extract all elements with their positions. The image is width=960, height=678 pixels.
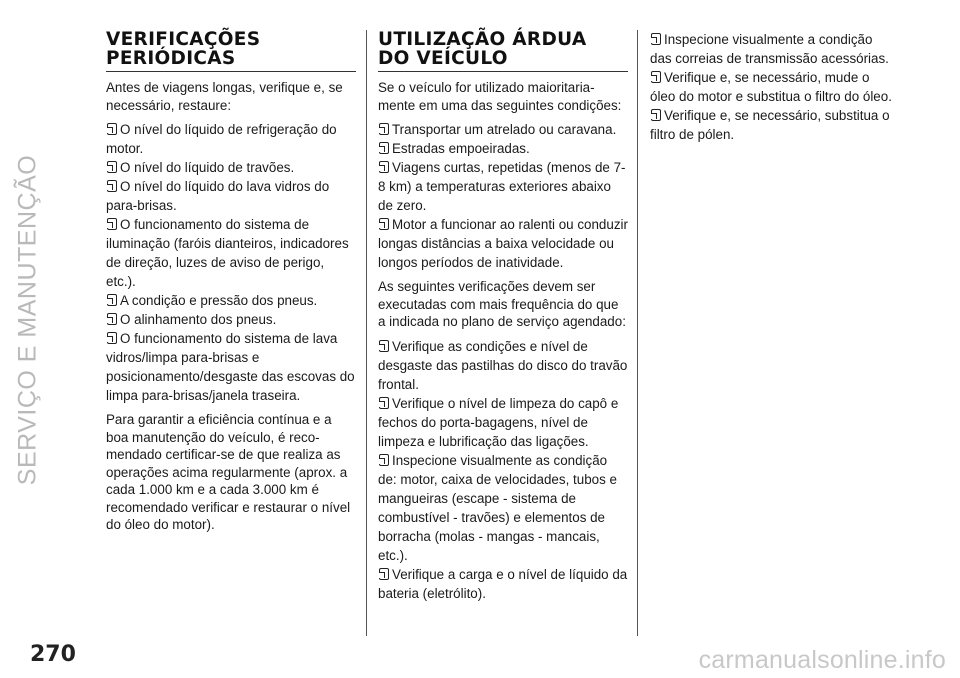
checkbox-bullet-icon — [379, 218, 389, 230]
list-item — [106, 329, 356, 405]
checkbox-bullet-icon — [107, 161, 117, 173]
checkbox-bullet-icon — [379, 454, 389, 466]
checkbox-bullet-icon — [651, 71, 661, 83]
list-item-text: Verifique e, se necessário, substitua o filtro de pólen. — [650, 108, 890, 142]
list-item-text: Motor a funcionar ao ralenti ou conduzir longas distâncias a baixa velocidade ou longos períodos de inatividade. — [378, 217, 628, 270]
watermark-text: carmanualsonline.info — [698, 646, 946, 674]
section-side-title-text: SERVIÇO E MANUTENÇÃO — [13, 154, 42, 486]
list-item-text: Inspecione visualmente a condição das correias de transmissão acessórias. — [650, 32, 889, 66]
list-item — [378, 139, 628, 158]
heading-severe-use — [378, 30, 628, 72]
column-divider — [366, 30, 367, 636]
list-item-text: Verifique e, se necessário, mude o óleo do motor e substitua o filtro do óleo. — [650, 70, 892, 104]
column-continued — [650, 30, 895, 144]
list-item — [378, 337, 628, 394]
list-item — [378, 120, 628, 139]
list-item-text: Verifique o nível de limpeza do capô e fechos do porta-bagagens, nível de limpeza e lubrificação das ligações. — [378, 395, 619, 449]
list-item — [378, 158, 628, 215]
list-item — [106, 310, 356, 329]
list-item-text: O funcionamento do sistema de lava vidros/limpa para-brisas e posicionamento/desgaste das escovas do limpa para-brisas/janela traseira. — [106, 331, 355, 403]
checkbox-bullet-icon — [107, 332, 117, 344]
list-item-text: O funcionamento do sistema de iluminação (faróis dianteiros, indicadores de direção, luzes de aviso de perigo, etc.). — [106, 217, 349, 289]
list-item-text: O nível do líquido de refrigeração do motor. — [106, 122, 337, 156]
list-item-text: Transportar um atrelado ou caravana. — [392, 122, 617, 137]
list-item-text: O nível do líquido de travões. — [120, 160, 295, 175]
checkbox-bullet-icon — [107, 123, 117, 135]
heading-periodic-checks — [106, 30, 356, 72]
list-item-text: Inspecione visualmente as condição de: motor, caixa de velocidades, tubos e mangueiras (escape - sistema de combustível - travões) e elementos de borracha (molas - mangas - mancais, etc.). — [378, 452, 617, 563]
list-item — [378, 451, 628, 565]
checkbox-bullet-icon — [379, 397, 389, 409]
list-item-text: Estradas empoeiradas. — [392, 141, 530, 156]
list-item — [106, 177, 356, 215]
list-item-text: O alinhamento dos pneus. — [120, 312, 277, 327]
list-item-text: A condição e pressão dos pneus. — [120, 293, 318, 308]
checkbox-bullet-icon — [107, 313, 117, 325]
checkbox-bullet-icon — [107, 180, 117, 192]
heading-line: VERIFICAÇÕES — [106, 29, 261, 50]
list-item — [650, 30, 895, 68]
list-item-text: Verifique as condições e nível de desgaste das pastilhas do disco do travão frontal. — [378, 338, 628, 392]
list-item — [378, 394, 628, 451]
checkbox-bullet-icon — [379, 123, 389, 135]
list-item — [106, 291, 356, 310]
page-number: 270 — [30, 642, 76, 667]
checkbox-bullet-icon — [379, 340, 389, 352]
column-severe-use — [378, 30, 628, 603]
checkbox-bullet-icon — [651, 109, 661, 121]
heading-line: UTILIZAÇÃO ÁRDUA — [378, 29, 587, 50]
checkbox-bullet-icon — [107, 218, 117, 230]
column-periodic-checks — [106, 30, 356, 540]
list-item — [106, 158, 356, 177]
list-item — [106, 215, 356, 291]
intro-paragraph: Se o veículo for utilizado maioritaria-mente em uma das seguintes condições: — [378, 80, 622, 113]
column-divider — [637, 30, 638, 636]
list-item-text: O nível do líquido do lava vidros do para-brisas. — [106, 179, 330, 213]
list-item-text: Viagens curtas, repetidas (menos de 7-8 km) a temperaturas exteriores abaixo de zero. — [378, 160, 626, 213]
list-item — [650, 68, 895, 106]
checkbox-bullet-icon — [107, 294, 117, 306]
list-item — [106, 120, 356, 158]
checkbox-bullet-icon — [379, 142, 389, 154]
closing-paragraph: Para garantir a eficiência contínua e a boa manutenção do veículo, é reco-mendado certificar-se de que realiza as operações acima regularmente (aprox. a cada 1.000 km e a cada 3.000 km é recomendado verificar e restaurar o nível do óleo do motor). — [106, 412, 351, 532]
heading-line: PERIÓDICAS — [106, 48, 236, 69]
list-item — [650, 106, 895, 144]
checkbox-bullet-icon — [379, 161, 389, 173]
checkbox-bullet-icon — [379, 568, 389, 580]
intro-paragraph: Antes de viagens longas, verifique e, se necessário, restaure: — [106, 80, 343, 113]
list-item — [378, 215, 628, 272]
list-item — [378, 565, 628, 603]
checkbox-bullet-icon — [651, 33, 661, 45]
middle-paragraph: As seguintes verificações devem ser executadas com mais frequência do que a indicada no plano de serviço agendado: — [378, 279, 626, 329]
heading-line: DO VEÍCULO — [378, 48, 508, 69]
list-item-text: Verifique a carga e o nível de líquido da bateria (eletrólito). — [378, 566, 628, 601]
